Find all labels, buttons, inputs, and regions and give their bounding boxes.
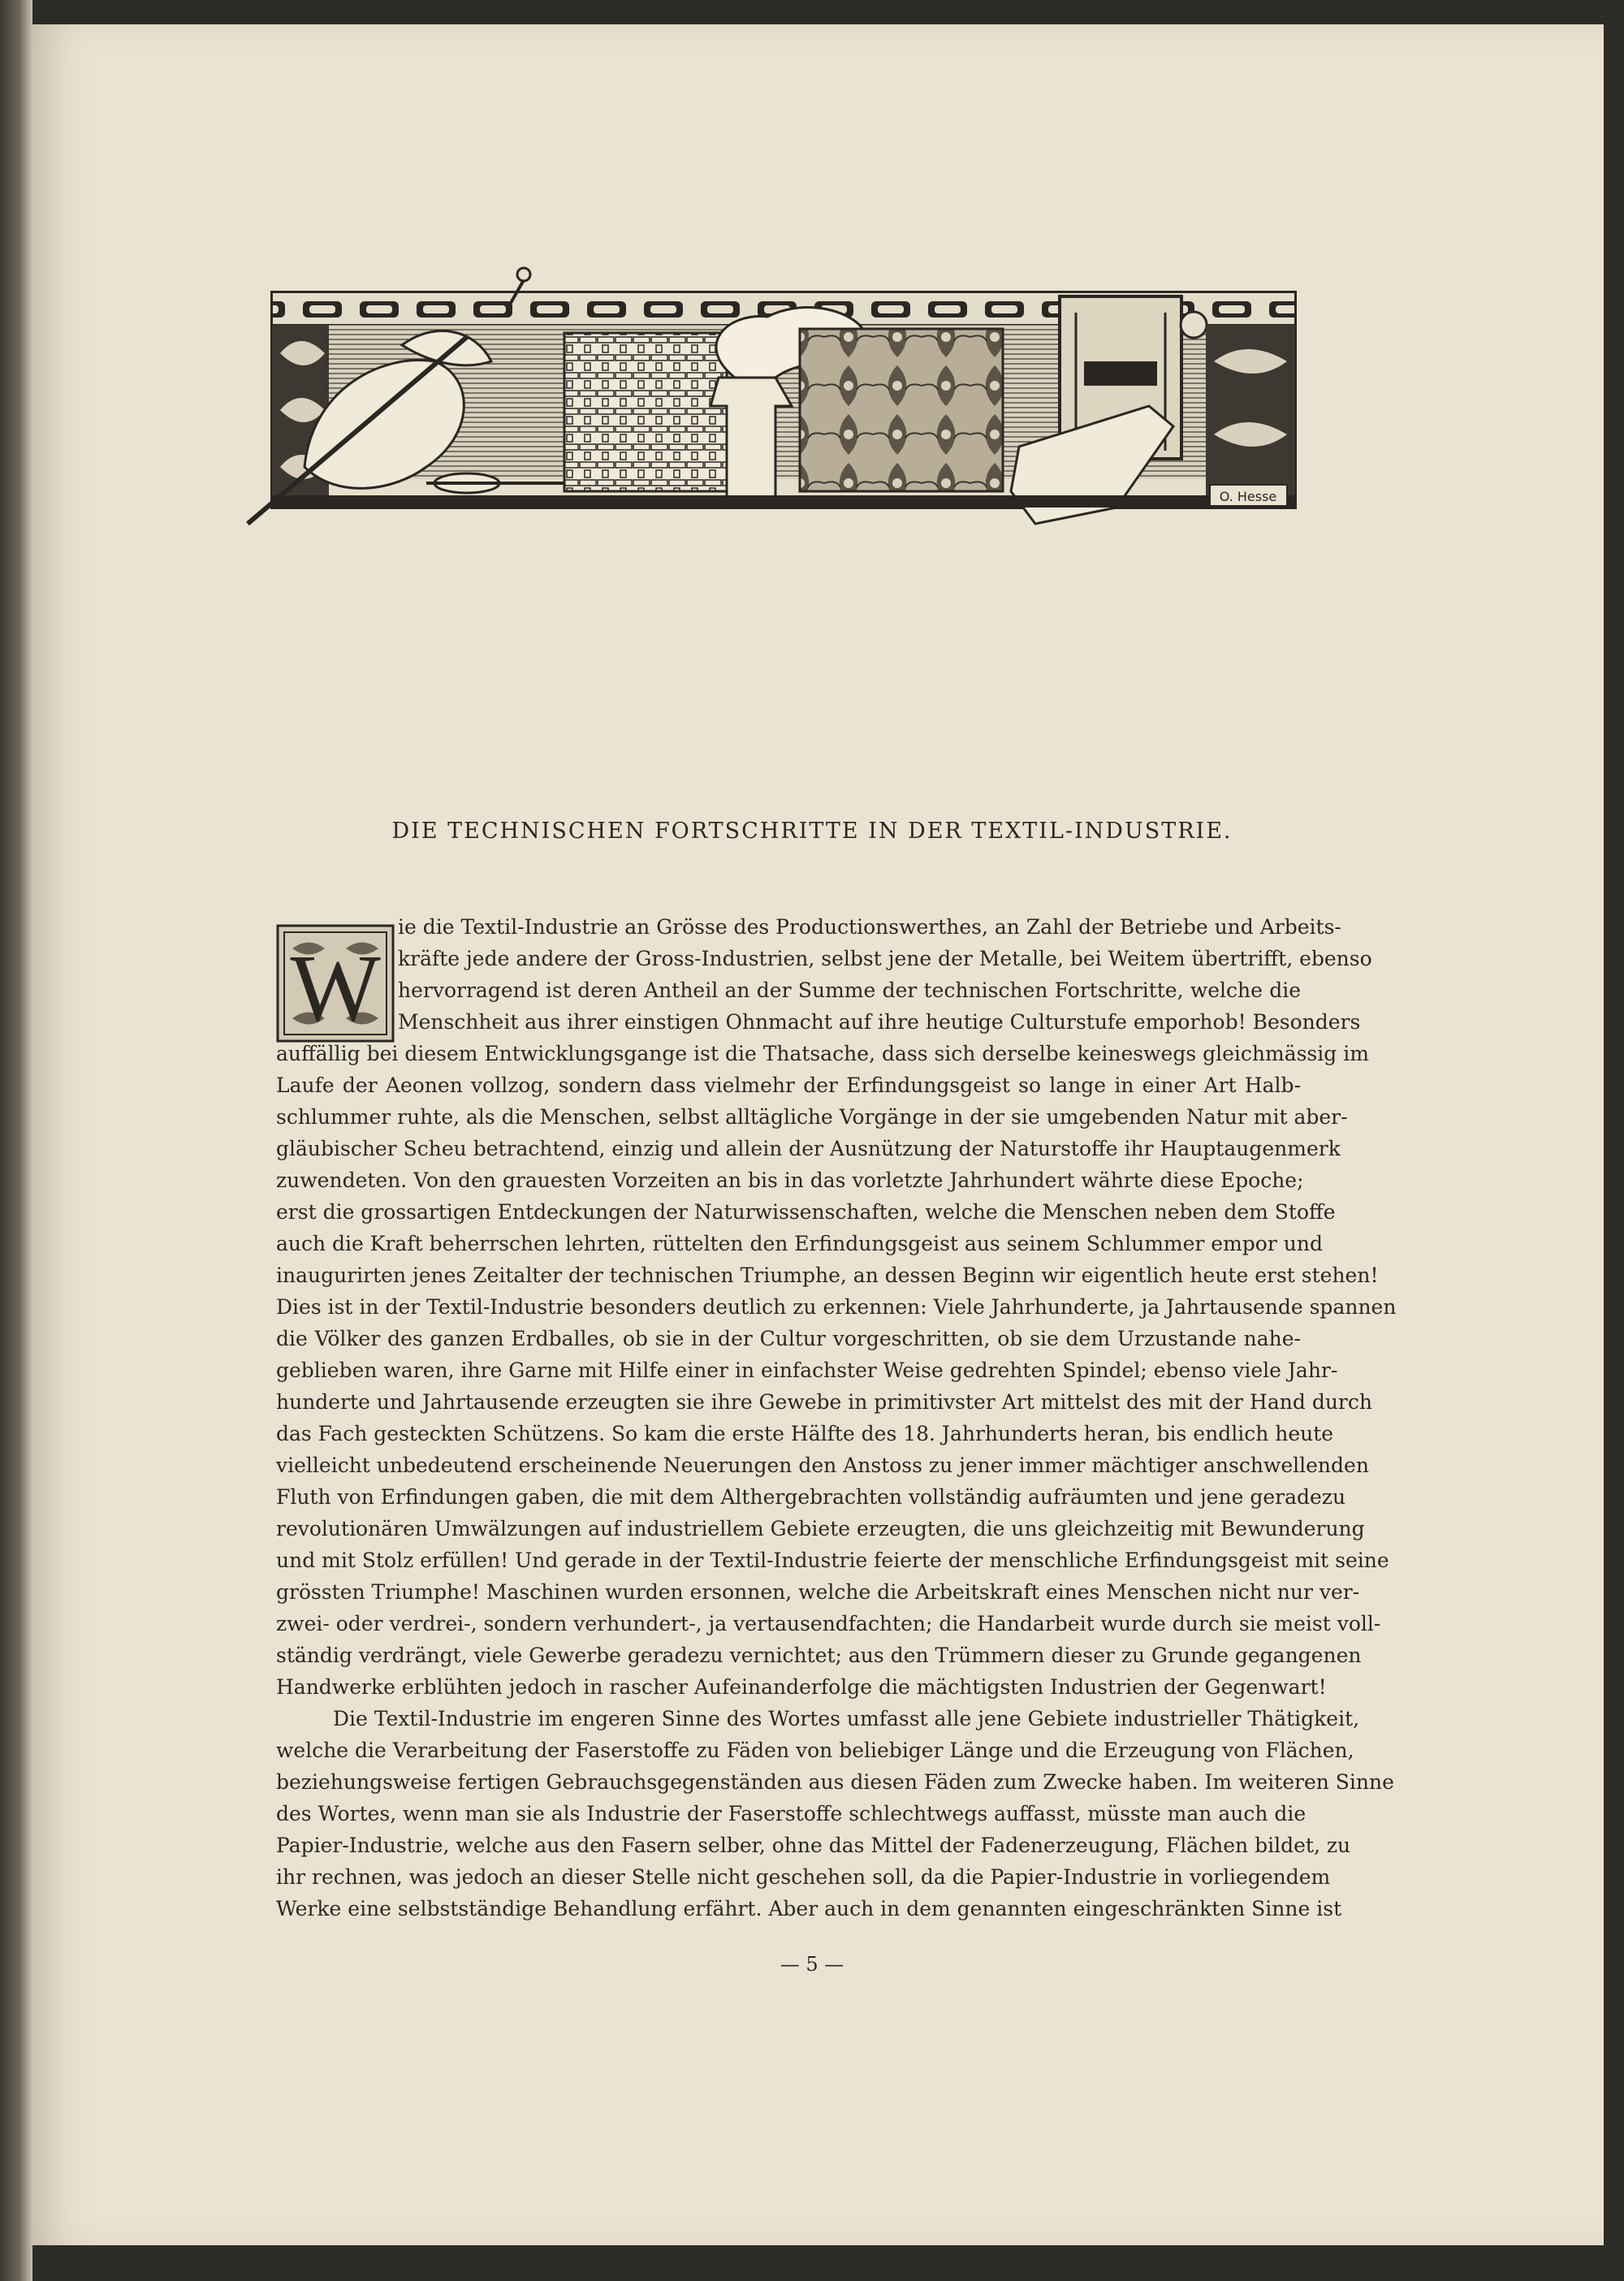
headpiece-signature: O. Hesse [1219, 489, 1277, 504]
text-line: Dies ist in der Textil-Industrie besonders deutlich zu erkennen: Viele Jahrhunderte, ja Jahrtausende spannen [276, 1295, 1397, 1319]
text-line: ie die Textil-Industrie an Grösse des Productionswerthes, an Zahl der Betriebe und Arbeits- [398, 915, 1341, 939]
text-line: Menschheit aus ihrer einstigen Ohnmacht auf ihre heutige Culturstufe emporhob! Besonders [398, 1010, 1361, 1034]
text-line: auch die Kraft beherrschen lehrten, rüttelten den Erfindungsgeist aus seinem Schlummer empor und [276, 1232, 1323, 1255]
text-line: das Fach gesteckten Schützens. So kam die erste Hälfte des 18. Jahrhunderts heran, bis endlich heute [276, 1422, 1334, 1445]
text-line: des Wortes, wenn man sie als Industrie der Faserstoffe schlechtwegs auffasst, müsste man auch die [276, 1802, 1307, 1825]
text-line: hervorragend ist deren Antheil an der Summe der technischen Fortschritte, welche die [398, 978, 1301, 1002]
text-line: hunderte und Jahrtausende erzeugten sie ihre Gewebe in primitivster Art mittelst des mit der Hand durch [276, 1390, 1372, 1414]
page-title: DIE TECHNISCHEN FORTSCHRITTE IN DER TEXTIL-INDUSTRIE. [391, 819, 1233, 844]
dropcap-letter: W [290, 935, 381, 1041]
text-line: revolutionären Umwälzungen auf industriellem Gebiete erzeugten, die uns gleichzeitig mit Bewunderung [276, 1517, 1365, 1540]
book-spine [0, 0, 32, 2281]
decorative-headpiece [240, 264, 1299, 536]
text-line: schlummer ruhte, als die Menschen, selbst alltägliche Vorgänge in der sie umgebenden Natur mit aber- [276, 1105, 1348, 1129]
text-line: ständig verdrängt, viele Gewerbe geradezu vernichtet; aus den Trümmern dieser zu Grunde gegangenen [276, 1644, 1362, 1667]
text-line: zwei- oder verdrei-, sondern verhundert-, ja vertausendfachten; die Handarbeit wurde durch sie meist voll- [276, 1612, 1381, 1635]
text-line: gläubischer Scheu betrachtend, einzig und allein der Ausnützung der Naturstoffe ihr Hauptaugenmerk [276, 1137, 1341, 1160]
text-line: welche die Verarbeitung der Faserstoffe zu Fäden von beliebiger Länge und die Erzeugung von Flächen, [276, 1739, 1354, 1762]
text-line: geblieben waren, ihre Garne mit Hilfe einer in einfachster Weise gedrehten Spindel; ebenso viele Jahr- [276, 1359, 1338, 1382]
text-line: und mit Stolz erfüllen! Und gerade in der Textil-Industrie feierte der menschliche Erfindungsgeist mit seine [276, 1549, 1389, 1572]
page-number: — 5 — [780, 1953, 844, 1976]
text-line: Fluth von Erfindungen gaben, die mit dem Althergebrachten vollständig aufräumten und jene geradezu [276, 1485, 1346, 1509]
text-line: auffällig bei diesem Entwicklungsgange ist die Thatsache, dass sich derselbe keineswegs gleichmässig im [276, 1042, 1369, 1065]
text-line: die Völker des ganzen Erdballes, ob sie in der Cultur vorgeschritten, ob sie dem Urzustande nahe- [276, 1327, 1301, 1350]
text-line: Werke eine selbstständige Behandlung erfährt. Aber auch in dem genannten eingeschränkten Sinne ist [276, 1897, 1342, 1920]
text-line: beziehungsweise fertigen Gebrauchsgegenständen aus diesen Fäden zum Zwecke haben. Im weiteren Sinne [276, 1770, 1394, 1794]
text-line: grössten Triumphe! Maschinen wurden ersonnen, welche die Arbeitskraft eines Menschen nicht nur ver- [276, 1580, 1360, 1604]
text-line: Handwerke erblühten jedoch in rascher Aufeinanderfolge die mächtigsten Industrien der Gegenwart! [276, 1675, 1327, 1699]
text-line: kräfte jede andere der Gross-Industrien, selbst jene der Metalle, bei Weitem übertrifft, ebenso [398, 947, 1372, 970]
text-line: inaugurirten jenes Zeitalter der technischen Triumphe, an dessen Beginn wir eigentlich heute erst stehen! [276, 1264, 1379, 1287]
text-line: Laufe der Aeonen vollzog, sondern dass vielmehr der Erfindungsgeist so lange in einer Art Halb- [276, 1074, 1301, 1097]
body-text [276, 911, 1397, 1925]
text-line: zuwendeten. Von den grauesten Vorzeiten an bis in das vorletzte Jahrhundert währte diese Epoche; [276, 1169, 1304, 1192]
text-line: Die Textil-Industrie im engeren Sinne des Wortes umfasst alle jene Gebiete industrieller Thätigkeit, [333, 1707, 1360, 1730]
text-line: ihr rechnen, was jedoch an dieser Stelle nicht geschehen soll, da die Papier-Industrie in vorliegendem [276, 1865, 1331, 1889]
text-line: erst die grossartigen Entdeckungen der Naturwissenschaften, welche die Menschen neben dem Stoffe [276, 1200, 1336, 1224]
text-line: Papier-Industrie, welche aus den Fasern selber, ohne das Mittel der Fadenerzeugung, Flächen bildet, zu [276, 1834, 1351, 1857]
text-line: vielleicht unbedeutend erscheinende Neuerungen den Anstoss zu jener immer mächtiger anschwellenden [276, 1454, 1369, 1477]
